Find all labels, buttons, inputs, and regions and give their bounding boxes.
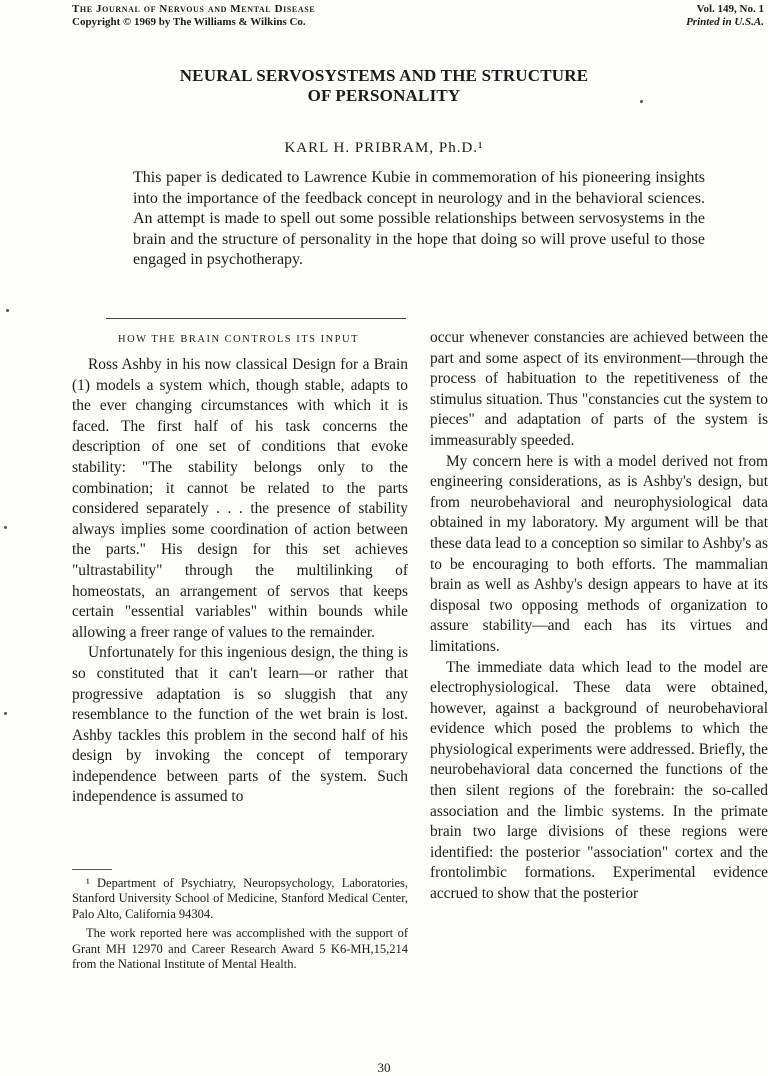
footnote-1: ¹ Department of Psychiatry, Neuropsychology, Laboratories, Stanford University School of Medicine, Stanford Medical Center, Palo Alto, California 94304. xyxy=(72,876,408,921)
scan-speck xyxy=(640,100,643,103)
abstract: This paper is dedicated to Lawrence Kubie in commemoration of his pioneering insights into the importance of the feedback concept in neurology and in the behavioral sciences. An attempt is made to spell out some possible relationships between servosystems in the brain and the structure of personality in the hope that doing so will prove useful to those engaged in psychotherapy. xyxy=(133,169,705,268)
footnote-rule xyxy=(72,869,112,870)
left-paragraph-2: Unfortunately for this ingenious design, the thing is so constituted that it can't learn—or rather that progressive adaptation is so sluggish that any resemblance to the function of the wet brain is lost. Ashby tackles this problem in the second half of his design by invoking the concept of temporary independence between parts of the system. Such independence is assumed to xyxy=(72,644,408,806)
right-paragraph-2: My concern here is with a model derived not from engineering considerations, as is Ashby's design, but from neurobehavioral and neurophysiological data obtained in my laboratory. My argument will be that these data lead to a conception so similar to Ashby's as to be encouraging to both efforts. The mammalian brain as well as Ashby's design appears to have at its disposal two opposing methods of organization to assure stability—and each has its virtues and limitations. xyxy=(430,452,768,655)
scan-speck xyxy=(6,309,9,312)
left-column xyxy=(72,355,408,808)
copyright-line: Copyright © 1969 by The Williams & Wilkins Co. xyxy=(72,16,306,28)
right-paragraph-1: occur whenever constancies are achieved between the part and some aspect of its environment—through the process of habituation to the repetitiveness of the stimulus situation. Thus "constancies cut the system to pieces" and adaptation of parts of the system is immeasurably speeded. xyxy=(430,329,768,449)
article-title xyxy=(0,66,768,106)
printed-in: Printed in U.S.A. xyxy=(686,16,764,28)
title-line-2: OF PERSONALITY xyxy=(307,86,461,105)
scan-speck xyxy=(4,526,7,529)
right-column xyxy=(430,328,768,905)
section-rule xyxy=(106,318,406,319)
scan-speck xyxy=(4,712,7,715)
section-heading: HOW THE BRAIN CONTROLS ITS INPUT xyxy=(118,334,359,345)
volume-info: Vol. 149, No. 1 xyxy=(696,3,764,15)
author-line: KARL H. PRIBRAM, Ph.D.¹ xyxy=(284,140,484,156)
left-paragraph-1: Ross Ashby in his now classical Design for a Brain (1) models a system which, though stable, adapts to the ever changing circumstances with which it is faced. The first half of his task concerns the description of one set of conditions that evoke stability: "The stability belongs only to the combination; it cannot be related to the parts considered separately . . . the presence of stability always implies some coordination of action between the parts." His design for this set achieves "ultrastability" through the multilinking of homeostats, an arrangement of servos that keeps certain "essential variables" within bounds while allowing a freer range of values to the remainder. xyxy=(72,356,408,641)
footnotes xyxy=(72,876,408,976)
page-number: 30 xyxy=(377,1060,391,1075)
footnote-2: The work reported here was accomplished with the support of Grant MH 12970 and Career Research Award 5 K6-MH,15,214 from the National Institute of Mental Health. xyxy=(72,926,408,972)
journal-name: The Journal of Nervous and Mental Disease xyxy=(72,3,316,15)
right-paragraph-3: The immediate data which lead to the model are electrophysiological. These data were obtained, however, against a background of neurobehavioral evidence which posed the problems to which the physiological experiments were addressed. Briefly, the neurobehavioral data concerned the functions of the then silent regions of the forebrain: the so-called association and the limbic systems. In the primate brain two large divisions of these regions were identified: the posterior "association" cortex and the frontolimbic formations. Experimental evidence accrued to show that the posterior xyxy=(430,658,768,903)
title-line-1: NEURAL SERVOSYSTEMS AND THE STRUCTURE xyxy=(179,66,589,85)
